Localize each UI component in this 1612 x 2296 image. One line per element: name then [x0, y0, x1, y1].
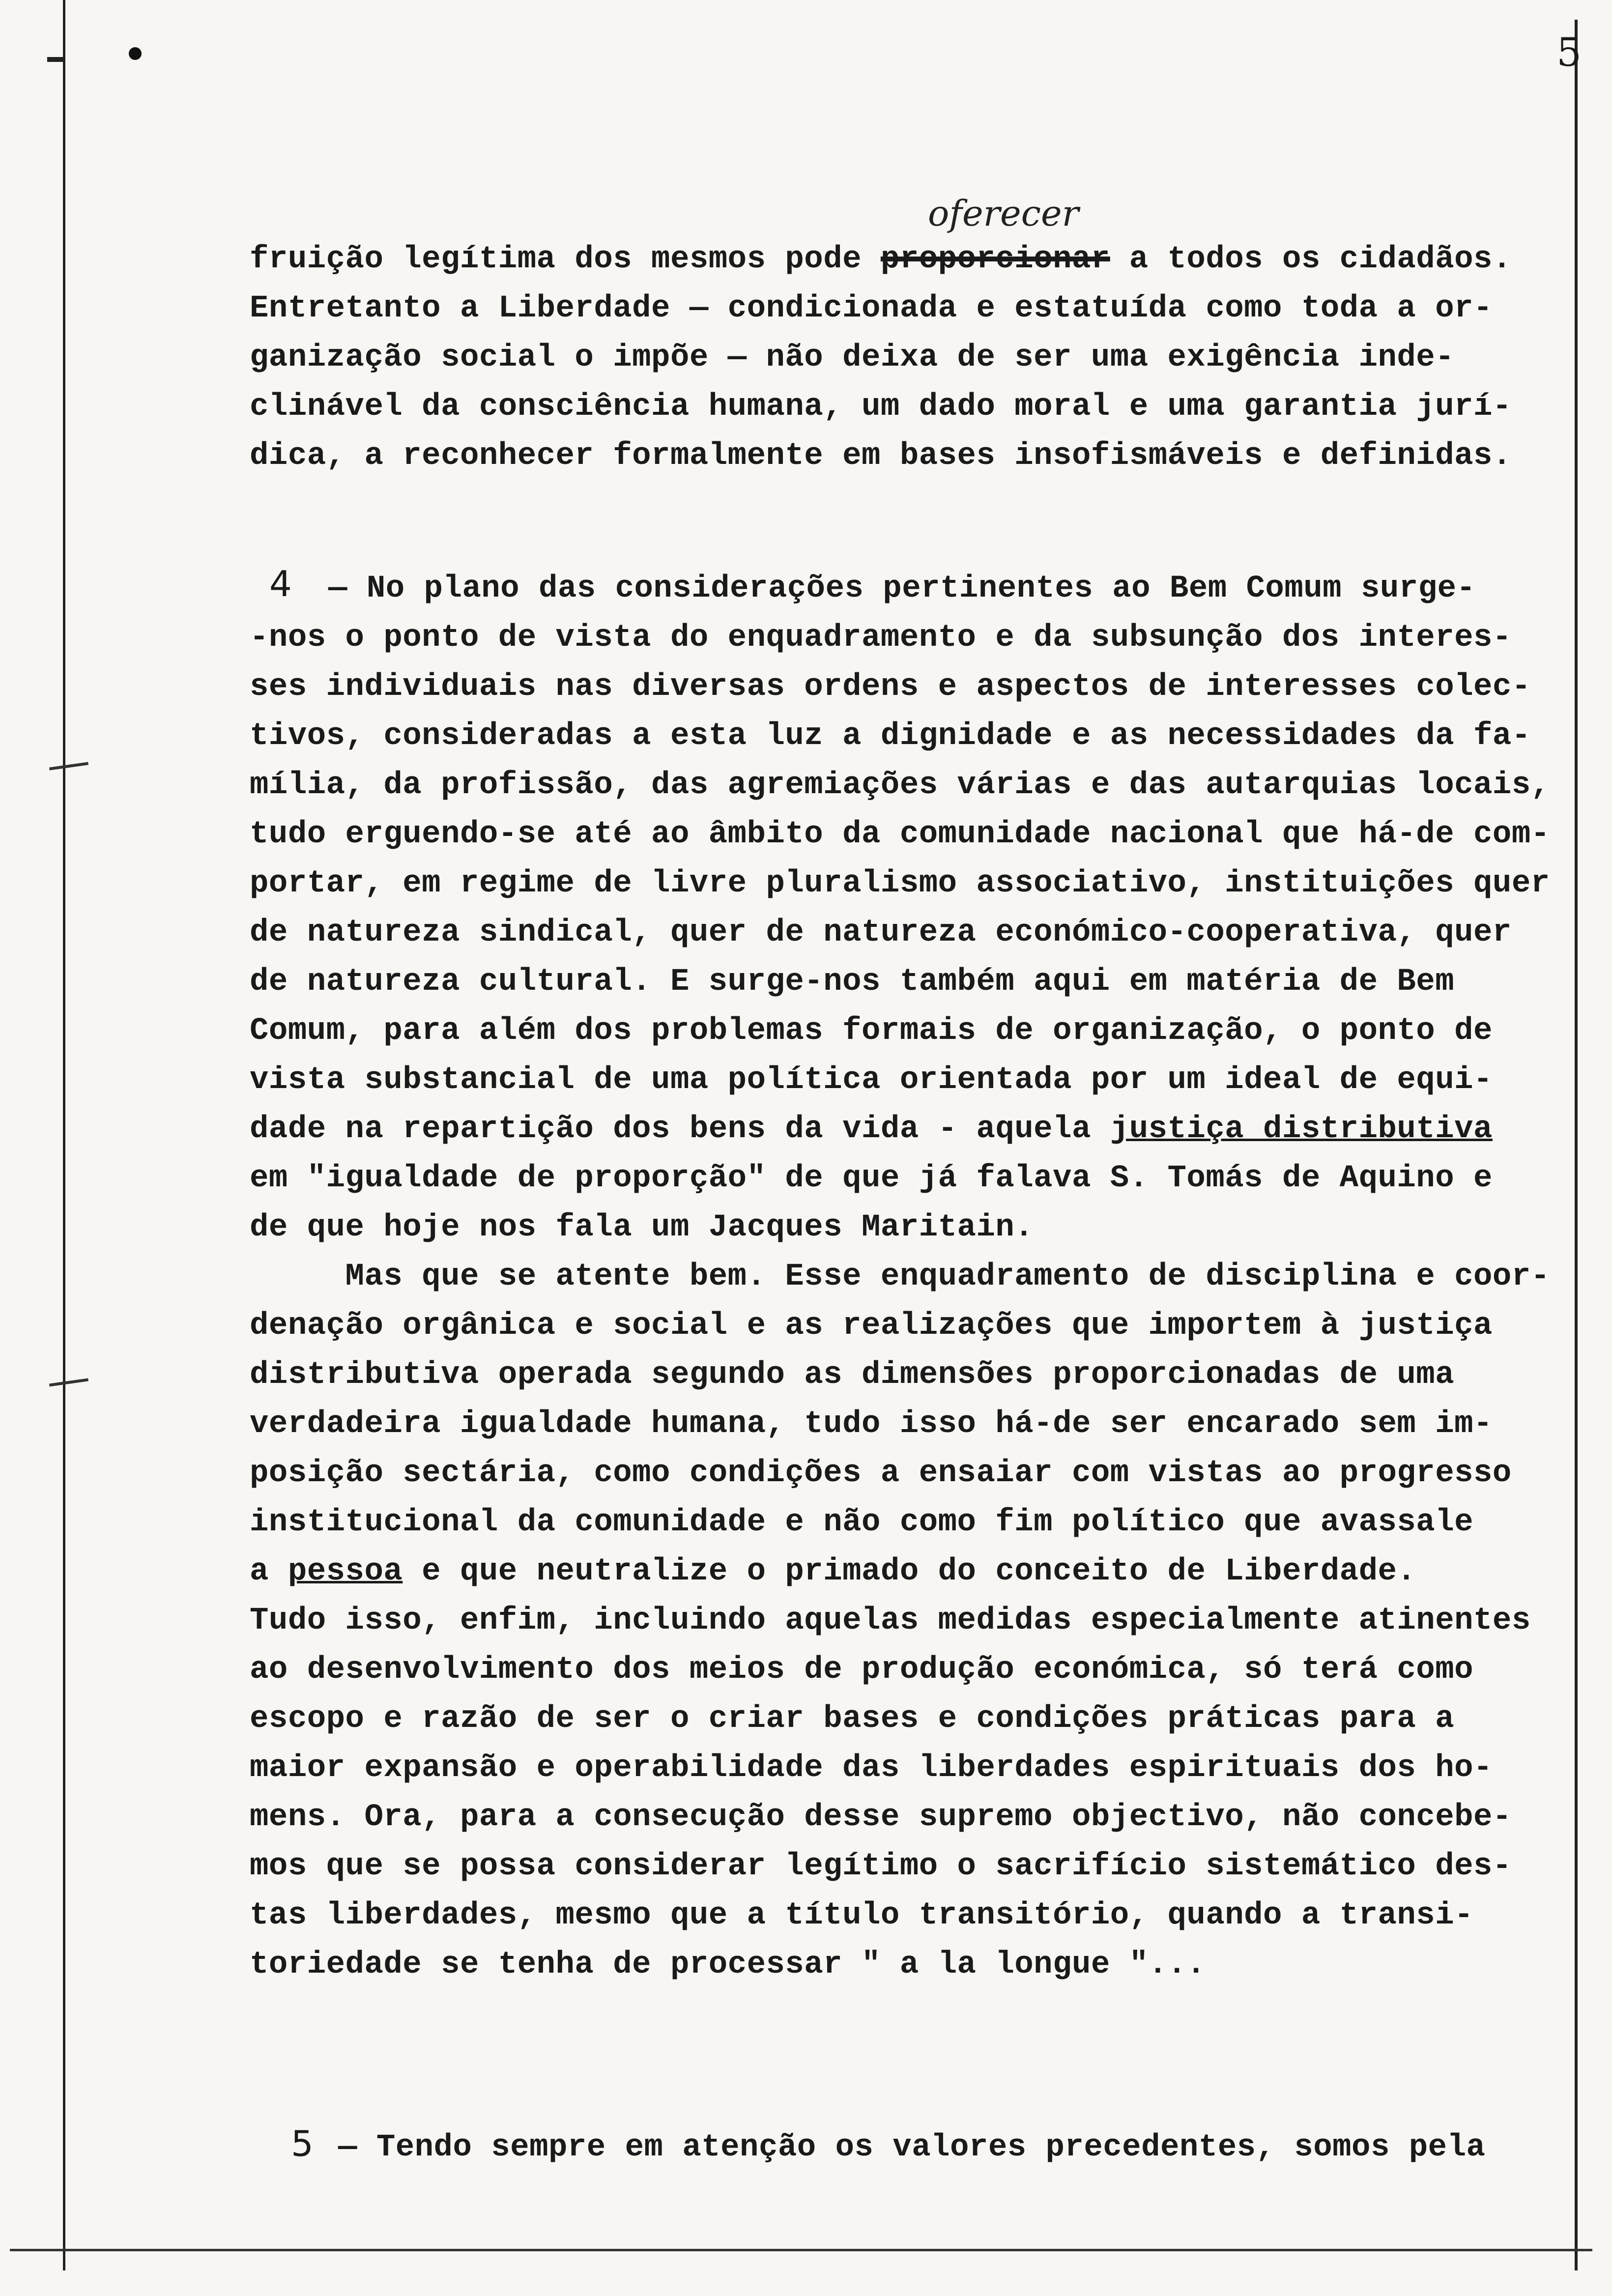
underlined-word: pessoa	[288, 1554, 403, 1589]
paragraph-5-number: 5	[291, 2123, 314, 2164]
p4-line: tas liberdades, mesmo que a título transitório, quando a transi-	[250, 1898, 1473, 1933]
p4-line: denação orgânica e social e as realizações que importem à justiça	[250, 1308, 1493, 1344]
intro-line: ganização social o impõe — não deixa de ser uma exigência inde-	[250, 340, 1455, 375]
p4-line: toriedade se tenha de processar " a la longue "...	[250, 1947, 1206, 1982]
p4-line: tivos, consideradas a esta luz a dignidade e as necessidades da fa-	[250, 718, 1531, 754]
p4-line: Comum, para além dos problemas formais de organização, o ponto de	[250, 1013, 1493, 1049]
p4-line-text: a	[250, 1554, 288, 1589]
p4-line-tail: e que neutralize o primado do conceito de Liberdade.	[403, 1554, 1416, 1589]
p4-line-text: dade na repartição dos bens da vida - aquela	[250, 1112, 1110, 1147]
p4-line: posição sectária, como condições a ensaiar com vistas ao progresso	[250, 1456, 1512, 1491]
p4-line: ses individuais nas diversas ordens e aspectos de interesses colec-	[250, 669, 1531, 705]
p4-line: de que hoje nos fala um Jacques Maritain.	[250, 1210, 1034, 1245]
margin-tick-top	[47, 57, 64, 62]
p4-line: mos que se possa considerar legítimo o sacrifício sistemático des-	[250, 1849, 1512, 1884]
p4-line: mília, da profissão, das agremiações várias e das autarquias locais,	[250, 768, 1550, 803]
margin-tick-mid	[49, 762, 88, 770]
page-number: 5	[1556, 29, 1582, 75]
p4-line: institucional da comunidade e não como fim político que avassale	[250, 1505, 1473, 1540]
intro-line-1: fruição legítima dos mesmos pode proporcionar a todos os cidadãos.	[250, 242, 1512, 277]
intro-line: clinável da consciência humana, um dado moral e uma garantia jurí-	[250, 389, 1512, 425]
p4-line: distributiva operada segundo as dimensões proporcionadas de uma	[250, 1357, 1455, 1393]
intro-line: Entretanto a Liberdade — condicionada e estatuída como toda a or-	[250, 291, 1493, 326]
p4-line: — No plano das considerações pertinentes ao Bem Comum surge-	[328, 571, 1476, 606]
p4-line: -nos o ponto de vista do enquadramento e da subsunção dos interes-	[250, 620, 1512, 656]
p4-line: vista substancial de uma política orientada por um ideal de equi-	[250, 1062, 1493, 1098]
margin-tick-lower	[49, 1378, 88, 1386]
p4-line: Tudo isso, enfim, incluindo aquelas medidas especialmente atinentes	[250, 1603, 1531, 1638]
p4-line: maior expansão e operabilidade das liberdades espirituais dos ho-	[250, 1751, 1493, 1786]
p4-line: de natureza cultural. E surge-nos também aqui em matéria de Bem	[250, 964, 1455, 1000]
p4-line: escopo e razão de ser o criar bases e condições práticas para a	[250, 1701, 1455, 1737]
bottom-edge-line	[10, 2249, 1592, 2251]
p4-line-underlined	[250, 1548, 1577, 1595]
p5-line: — Tendo sempre em atenção os valores precedentes, somos pela	[338, 2130, 1486, 2165]
p4-line: mens. Ora, para a consecução desse supremo objectivo, não concebe-	[250, 1800, 1512, 1835]
handwritten-insert: oferecer	[928, 193, 1079, 234]
p4-line: ao desenvolvimento dos meios de produção económica, só terá como	[250, 1652, 1473, 1688]
paragraph-4-number: 4	[269, 563, 292, 604]
p4-line: verdadeira igualdade humana, tudo isso há-de ser encarado sem im-	[250, 1406, 1493, 1442]
p4-line: Mas que se atente bem. Esse enquadramento de disciplina e coor-	[250, 1259, 1550, 1294]
p4-line: em "igualdade de proporção" de que já falava S. Tomás de Aquino e	[250, 1161, 1493, 1196]
p4-line: portar, em regime de livre pluralismo associativo, instituições quer	[250, 866, 1550, 901]
p4-line: tudo erguendo-se até ao âmbito da comunidade nacional que há-de com-	[250, 817, 1550, 852]
intro-line: dica, a reconhecer formalmente em bases insofismáveis e definidas.	[250, 438, 1512, 474]
underlined-phrase: justiça distributiva	[1110, 1112, 1493, 1147]
p4-line: de natureza sindical, quer de natureza económico-cooperativa, quer	[250, 915, 1512, 950]
left-margin-line	[63, 0, 65, 2270]
struck-word: proporcionar	[880, 242, 1110, 277]
hole-punch-dot	[129, 47, 142, 60]
p4-line-underlined	[250, 1106, 1577, 1153]
